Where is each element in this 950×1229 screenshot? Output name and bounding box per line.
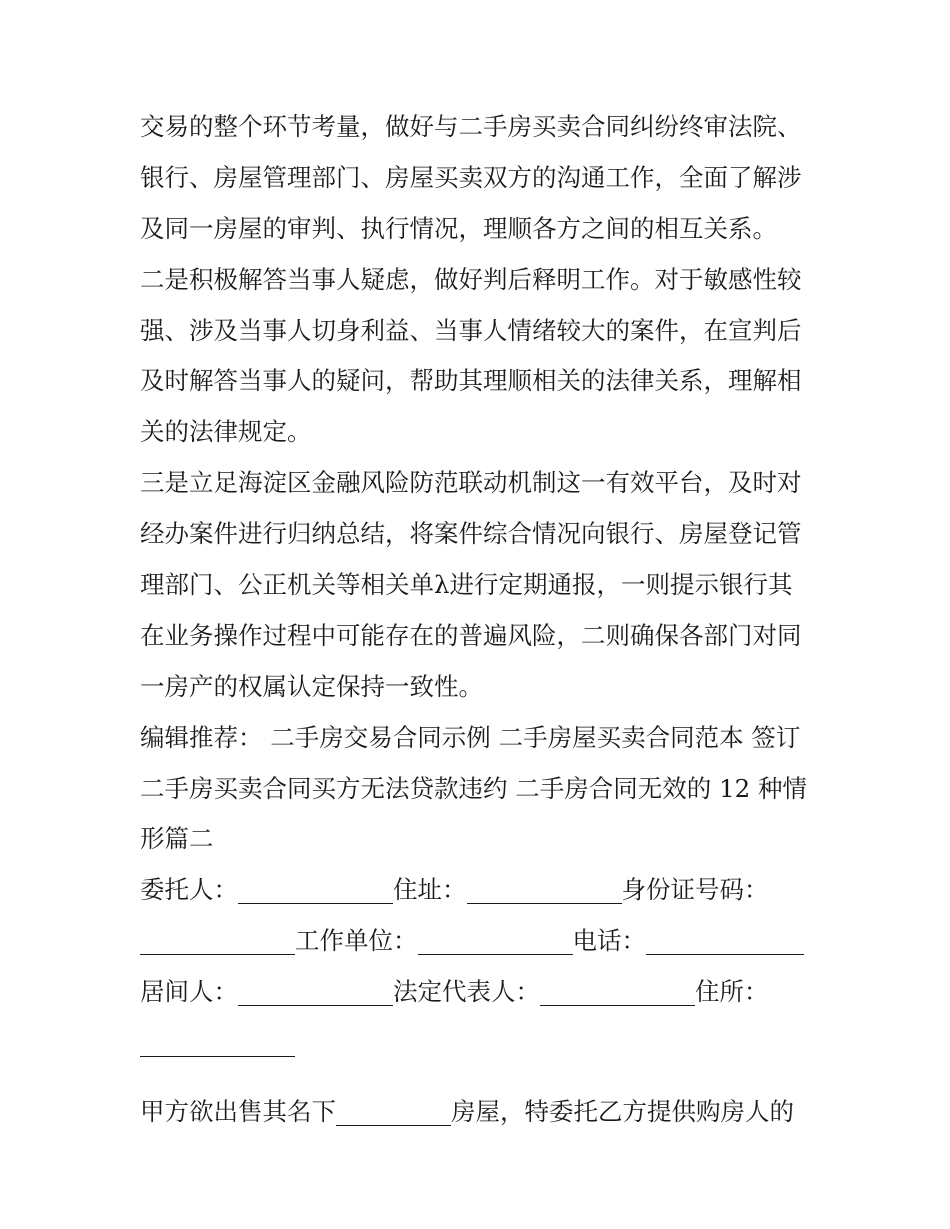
form-row-residence	[140, 1018, 820, 1069]
spacer	[140, 1069, 820, 1087]
broker-blank	[238, 977, 393, 1006]
sale-prefix: 甲方欲出售其名下	[140, 1096, 336, 1126]
paragraph-line: 交易的整个环节考量，做好与二手房买卖合同纠纷终审法院、	[140, 112, 802, 141]
paragraph-line: 及时解答当事人的疑问，帮助其理顺相关的法律关系，理解相	[140, 366, 802, 396]
phone-label: 电话：	[572, 926, 646, 956]
address-label: 住址：	[393, 875, 467, 905]
legal-rep-blank	[540, 977, 695, 1006]
recommend-line: 形篇二	[140, 824, 214, 854]
principal-label: 委托人：	[140, 875, 238, 905]
id-number-blank	[140, 926, 295, 955]
form-row-principal	[140, 865, 820, 916]
paragraph-line: 银行、房屋管理部门、房屋买卖双方的沟通工作，全面了解涉	[140, 162, 802, 192]
paragraph-line: 及同一房屋的审判、执行情况，理顺各方之间的相互关系。	[140, 213, 777, 243]
address-blank	[467, 875, 622, 904]
sale-line	[140, 1087, 820, 1138]
paragraph-line: 一房产的权属认定保持一致性。	[140, 671, 483, 701]
property-blank	[336, 1097, 451, 1126]
recommend-line: 二手房买卖合同买方无法贷款违约 二手房合同无效的 12 种情	[140, 773, 808, 803]
residence-blank	[140, 1028, 295, 1057]
workplace-label: 工作单位：	[295, 926, 418, 956]
form-row-work	[140, 916, 820, 967]
paragraph-line: 在业务操作过程中可能存在的普遍风险，二则确保各部门对同	[140, 620, 802, 650]
workplace-blank	[418, 926, 573, 955]
id-number-label: 身份证号码：	[621, 875, 769, 905]
paragraph-line: 三是立足海淀区金融风险防范联动机制这一有效平台，及时对	[140, 468, 802, 498]
principal-blank	[238, 875, 393, 904]
form-row-broker	[140, 967, 820, 1018]
phone-blank	[646, 926, 804, 955]
paragraph-line: 二是积极解答当事人疑虑，做好判后释明工作。对于敏感性较	[140, 264, 802, 294]
paragraph-line: 理部门、公正机关等相关单λ进行定期通报，一则提示银行其	[140, 570, 793, 600]
legal-rep-label: 法定代表人：	[393, 977, 540, 1007]
recommend-line: 编辑推荐： 二手房交易合同示例 二手房屋买卖合同范本 签订	[140, 722, 801, 752]
paragraph-line: 经办案件进行归纳总结，将案件综合情况向银行、房屋登记管	[140, 519, 802, 549]
paragraph-line: 强、涉及当事人切身利益、当事人情绪较大的案件，在宣判后	[140, 315, 802, 345]
sale-suffix: 房屋，特委托乙方提供购房人的	[451, 1096, 794, 1126]
document-page	[140, 102, 820, 1138]
paragraph-line: 关的法律规定。	[140, 417, 312, 447]
broker-label: 居间人：	[140, 977, 238, 1007]
residence-label: 住所：	[695, 977, 769, 1007]
